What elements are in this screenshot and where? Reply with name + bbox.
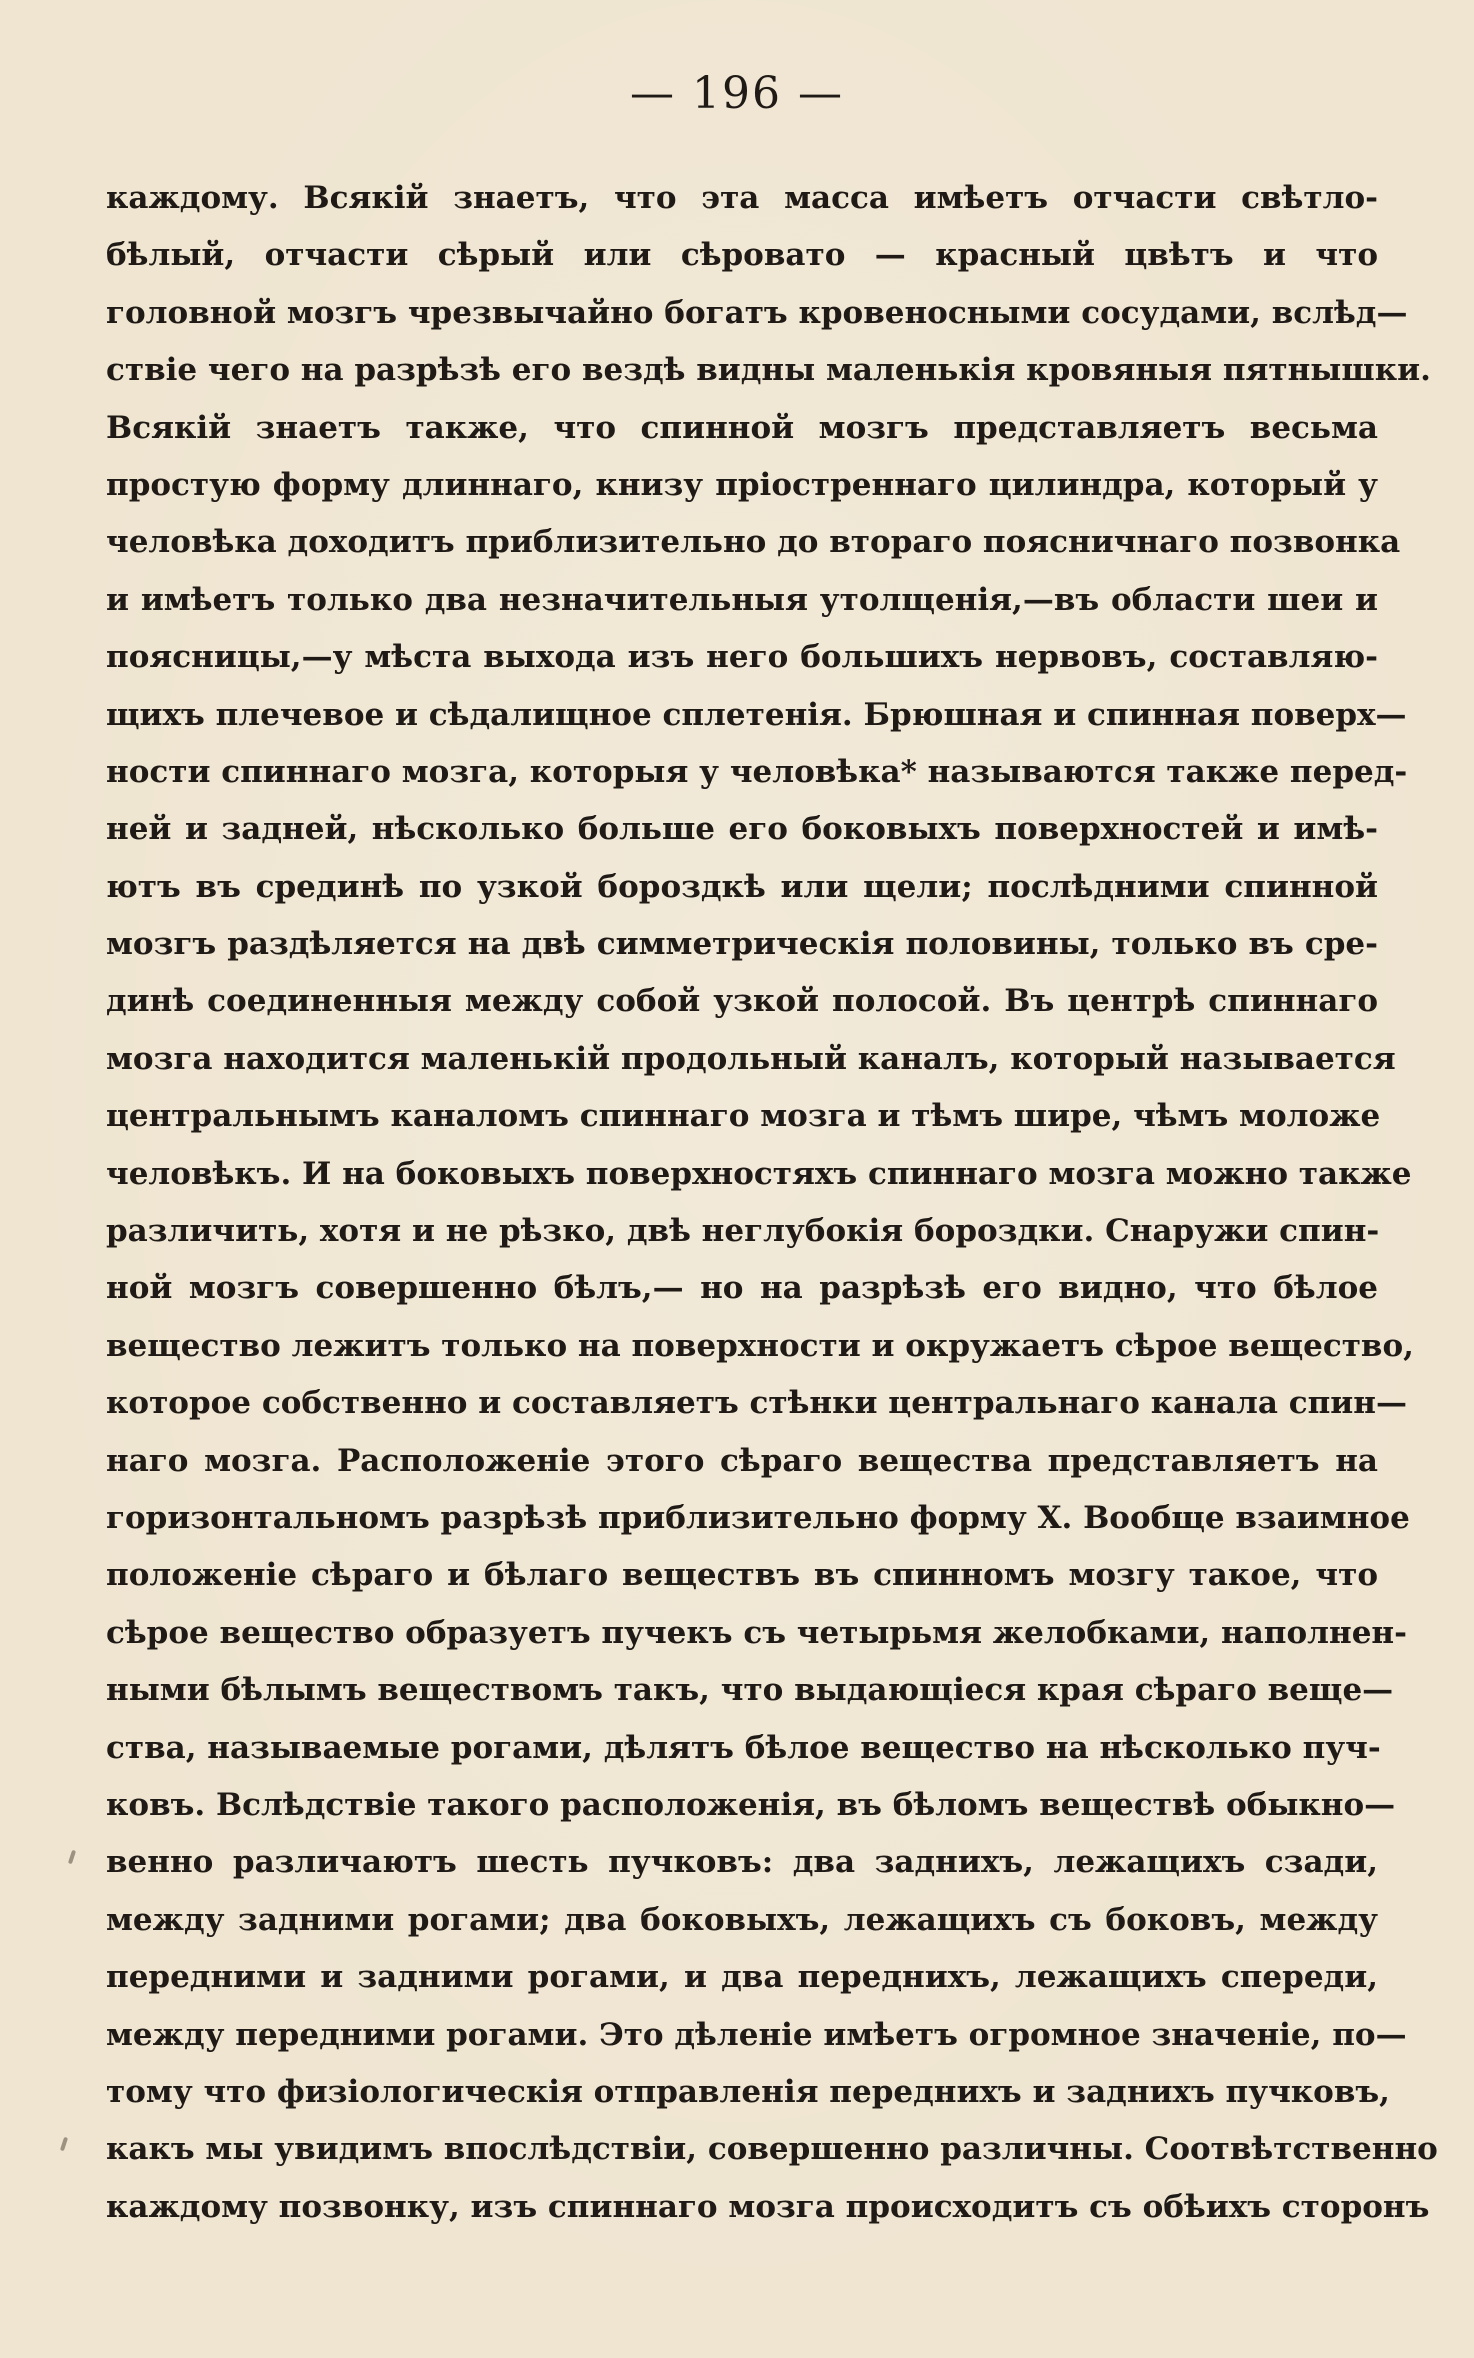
text-line: человѣкъ. И на боковыхъ поверхностяхъ спиннаго мозга можно также <box>106 1155 1412 1192</box>
text-line: которое собственно и составляетъ стѣнки центральнаго канала спин— <box>106 1385 1407 1422</box>
text-line: между передними рогами. Это дѣленіе имѣетъ огромное значеніе, по— <box>106 2016 1407 2053</box>
text-line: центральнымъ каналомъ спиннаго мозга и тѣмъ шире, чѣмъ моложе <box>106 1098 1381 1135</box>
text-line: какъ мы увидимъ впослѣдствіи, совершенно различны. Соотвѣтственно <box>106 2131 1438 2168</box>
text-line: и имѣетъ только два незначительныя утолщенія,—въ области шеи и <box>106 581 1378 618</box>
text-line: различить, хотя и не рѣзко, двѣ неглубокія бороздки. Снаружи спин- <box>106 1213 1380 1250</box>
text-line: ковъ. Вслѣдствіе такого расположенія, въ бѣломъ веществѣ обыкно— <box>106 1786 1396 1823</box>
text-line: ней и задней, нѣсколько больше его боковыхъ поверхностей и имѣ- <box>106 811 1378 848</box>
text-line: простую форму длиннаго, книзу пріостреннаго цилиндра, который у <box>106 466 1378 503</box>
text-line: горизонтальномъ разрѣзѣ приблизительно форму Х. Вообще взаимное <box>106 1499 1410 1536</box>
text-line: каждому позвонку, изъ спиннаго мозга происходитъ съ обѣихъ сторонъ <box>106 2188 1430 2225</box>
text-line: ной мозгъ совершенно бѣлъ,— но на разрѣзѣ его видно, что бѣлое <box>106 1270 1378 1307</box>
text-line: головной мозгъ чрезвычайно богатъ кровеносными сосудами, вслѣд— <box>106 294 1408 331</box>
text-line: мозга находится маленькій продольный каналъ, который называется <box>106 1040 1396 1077</box>
text-line: Всякій знаетъ также, что спинной мозгъ представляетъ весьма <box>106 409 1378 446</box>
body-text <box>106 170 1438 2236</box>
text-line: венно различаютъ шесть пучковъ: два заднихъ, лежащихъ сзади, <box>106 1844 1378 1881</box>
text-line: ютъ въ срединѣ по узкой бороздкѣ или щели; послѣдними спинной <box>106 868 1378 905</box>
text-line: мозгъ раздѣляется на двѣ симметрическія половины, только въ сре- <box>106 926 1378 963</box>
text-line: динѣ соединенныя между собой узкой полосой. Въ центрѣ спиннаго <box>106 983 1378 1020</box>
text-line: каждому. Всякій знаетъ, что эта масса имѣетъ отчасти свѣтло- <box>106 180 1378 216</box>
text-line: передними и задними рогами, и два переднихъ, лежащихъ спереди, <box>106 1959 1378 1996</box>
text-line: положеніе сѣраго и бѣлаго веществъ въ спинномъ мозгу такое, что <box>106 1557 1378 1594</box>
bleed-through-shadow <box>106 2248 1378 2288</box>
margin-mark <box>68 1850 76 1865</box>
page-number: — 196 — <box>630 68 844 119</box>
margin-mark <box>60 2137 68 2152</box>
text-line: щихъ плечевое и сѣдалищное сплетенія. Брюшная и спинная поверх— <box>106 696 1407 733</box>
text-line: сѣрое вещество образуетъ пучекъ съ четырьмя желобками, наполнен- <box>106 1614 1407 1651</box>
text-line: ствіе чего на разрѣзѣ его вездѣ видны маленькія кровяныя пятнышки. <box>106 352 1431 389</box>
text-line: тому что физіологическія отправленія переднихъ и заднихъ пучковъ, <box>106 2073 1390 2110</box>
text-line: ности спиннаго мозга, которыя у человѣка* называются также перед- <box>106 753 1408 790</box>
text-line: вещество лежитъ только на поверхности и окружаетъ сѣрое вещество, <box>106 1327 1414 1364</box>
text-line: между задними рогами; два боковыхъ, лежащихъ съ боковъ, между <box>106 1901 1378 1938</box>
text-line: бѣлый, отчасти сѣрый или сѣровато — красный цвѣтъ и что <box>106 237 1378 274</box>
text-line: наго мозга. Расположеніе этого сѣраго вещества представляетъ на <box>106 1442 1378 1479</box>
text-line: ными бѣлымъ веществомъ такъ, что выдающіеся края сѣраго веще— <box>106 1672 1394 1709</box>
text-line: ства, называемые рогами, дѣлятъ бѣлое вещество на нѣсколько пуч- <box>106 1729 1381 1766</box>
text-line: поясницы,—у мѣста выхода изъ него большихъ нервовъ, составляю- <box>106 639 1378 676</box>
text-line: человѣка доходитъ приблизительно до втораго поясничнаго позвонка <box>106 524 1401 561</box>
